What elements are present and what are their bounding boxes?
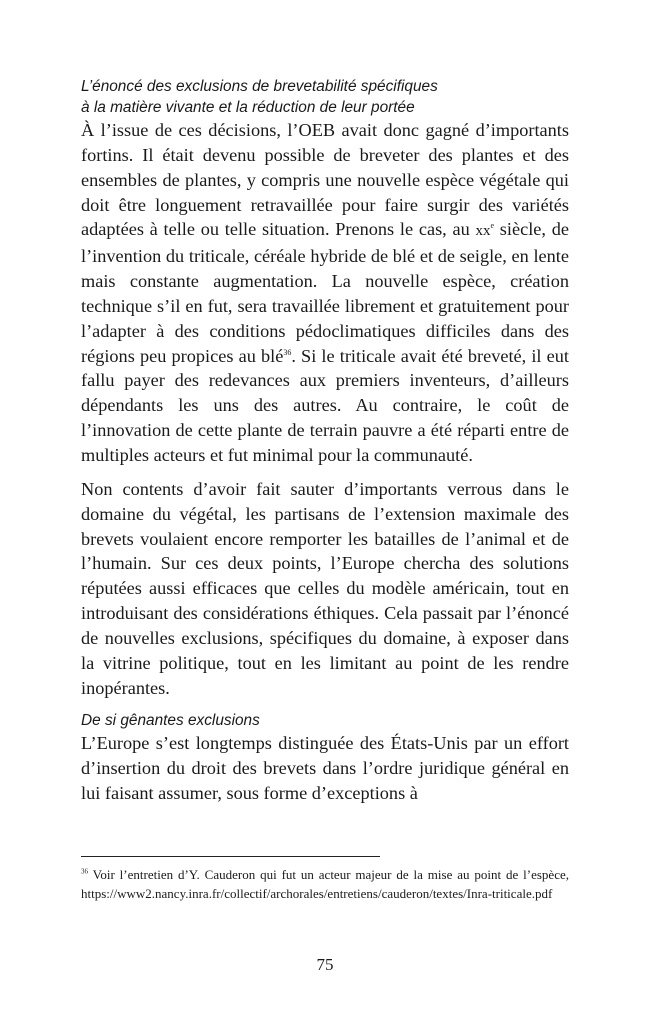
section-heading-line-1: L’énoncé des exclusions de brevetabilité spécifiques bbox=[81, 78, 438, 95]
paragraph-text: À l’issue de ces décisions, l’OEB avait donc gagné d’importants fortins. Il était devenu possible de breveter des plantes et des ensembles de plantes, y compris une nouvelle espèce végétale qui doit être longuement retravaillée pour faire surgir des variétés adaptées à telle ou telle situation. Prenons le cas, au bbox=[81, 120, 569, 240]
footnote-divider bbox=[81, 856, 380, 857]
page-body bbox=[81, 76, 569, 806]
paragraph-extension: Non contents d’avoir fait sauter d’importants verrous dans le domaine du végétal, les partisans de l’extension maximale des brevets voulaient encore remporter les batailles de l’animal et de l’humain. Sur ces deux points, l’Europe chercha des solutions réputées aussi efficaces que celles du modèle américain, tout en introduisant des considérations éthiques. Cela passait par l’énoncé de nouvelles exclusions, spécifiques du domaine, à exposer dans la vitrine politique, tout en les limitant au point de les rendre inopérantes. bbox=[81, 478, 569, 698]
paragraph-europe: L’Europe s’est longtemps distinguée des États-Unis par un effort d’insertion du droit des brevets dans l’ordre juridique général en lui faisant assumer, sous forme d’exceptions à bbox=[81, 733, 569, 804]
page-number: 75 bbox=[316, 955, 334, 974]
footnote-reference[interactable]: 36 bbox=[283, 347, 292, 357]
subsection-heading: De si gênantes exclusions bbox=[81, 712, 260, 730]
section-heading bbox=[81, 76, 569, 118]
paragraph-text: siècle, de l’invention du triticale, céréale hybride de blé et de seigle, en lente mais constante augmentation. La nouvelle espèce, création technique s’il en fut, sera travaillée librement et gratuitement pour l’adapter à des conditions pédoclimatiques difficiles dans des régions peu propices au blé bbox=[81, 219, 569, 366]
paragraph-text: . Si le triticale avait été breveté, il eut fallu payer des redevances aux premiers inventeurs, d’ailleurs dépendants les uns des autres. Au contraire, le coût de l’innovation de cette plante de terrain pauvre a été réparti entre de multiples acteurs et fut minimal pour la communauté. bbox=[81, 345, 569, 465]
footnote-number: 36 bbox=[81, 867, 88, 876]
footnote-text: Voir l’entretien d’Y. Cauderon qui fut un acteur majeur de la mise au point de l’espèce, https://www2.nancy.inra.fr/collectif/archorales/entretiens/cauderon/textes/Inra-triticale.pdf bbox=[81, 867, 569, 901]
paragraph-triticale bbox=[81, 118, 569, 468]
footnote bbox=[81, 866, 569, 903]
century-numeral: xx bbox=[475, 223, 491, 240]
section-heading-line-2: à la matière vivante et la réduction de leur portée bbox=[81, 99, 415, 116]
century-suffix: e bbox=[490, 221, 495, 231]
